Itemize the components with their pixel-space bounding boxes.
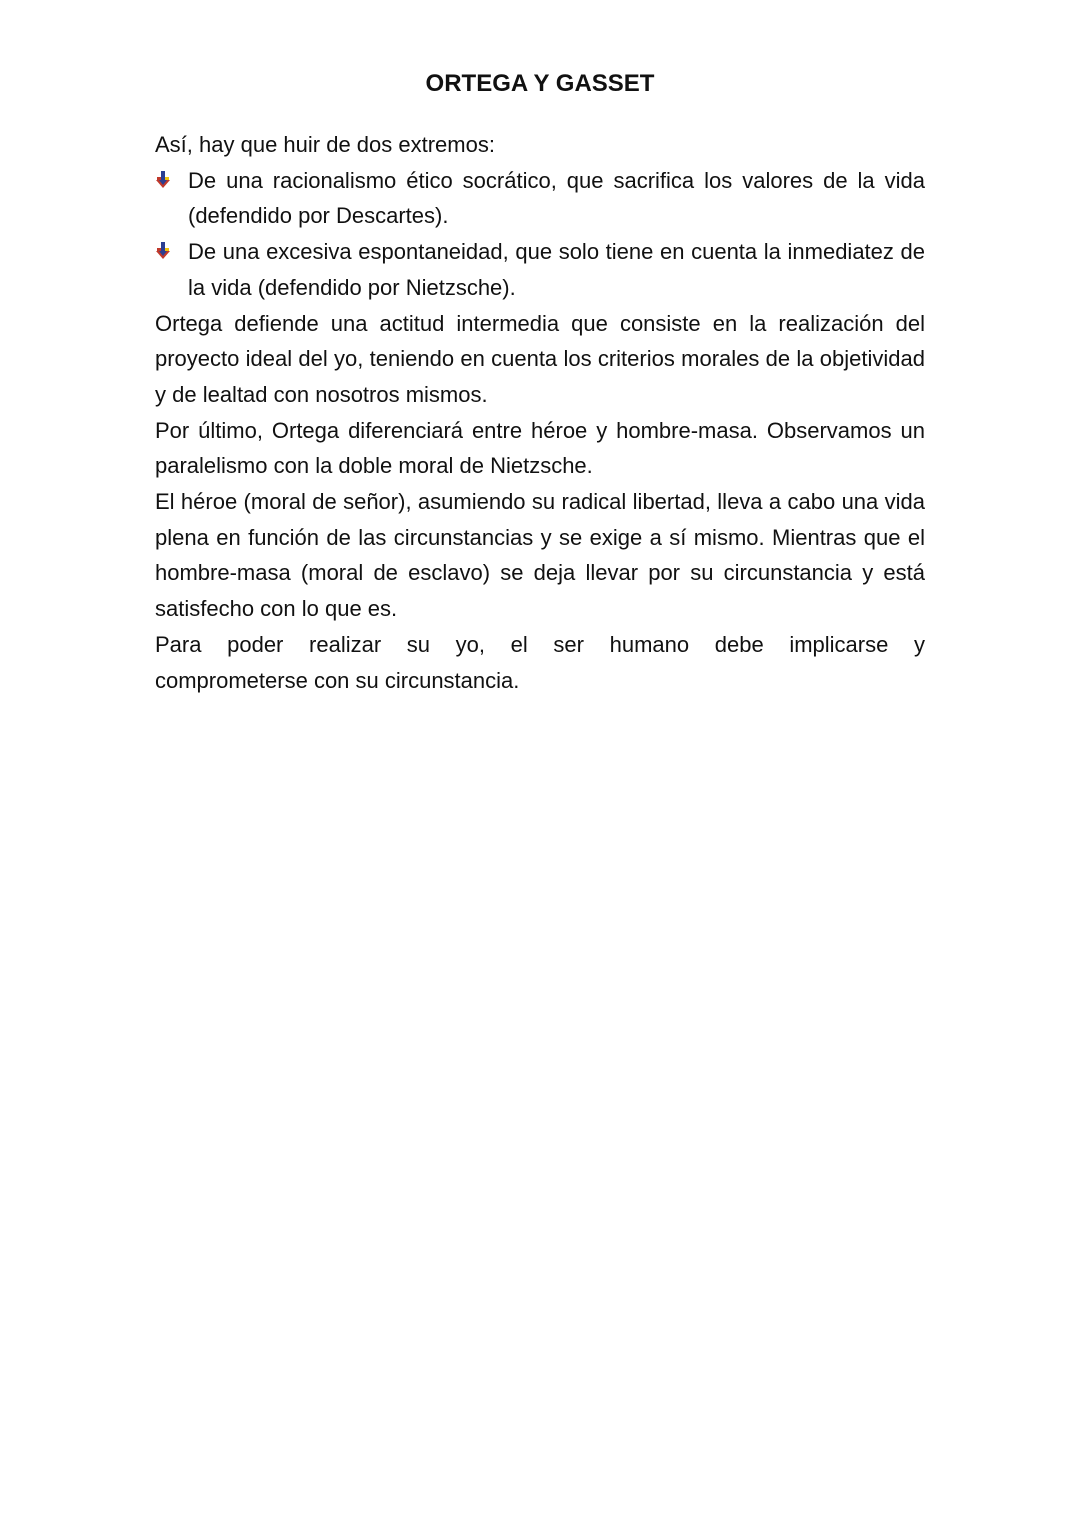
list-item	[155, 234, 925, 305]
intro-line: Así, hay que huir de dos extremos:	[155, 132, 495, 157]
bullet-text: De una excesiva espontaneidad, que solo tiene en cuenta la inmediatez de la vida (defendido por Nietzsche).	[188, 239, 925, 300]
extremes-list	[155, 163, 925, 306]
document-body	[155, 127, 925, 698]
arrow-down-bullet-icon	[155, 171, 171, 189]
paragraph-heroe-hombre-masa: Por último, Ortega diferenciará entre héroe y hombre-masa. Observamos un paralelismo con la doble moral de Nietzsche.	[155, 417, 925, 479]
list-item	[155, 163, 925, 234]
document-title: ORTEGA Y GASSET	[425, 70, 655, 97]
paragraph-actitud-intermedia: Ortega defiende una actitud intermedia que consiste en la realización del proyecto ideal del yo, teniendo en cuenta los criterios morales de la objetividad y de lealtad con nosotros mismos.	[155, 310, 925, 407]
document-page	[155, 0, 925, 1528]
arrow-down-bullet-icon	[155, 242, 171, 260]
paragraph-moral-senor-esclavo: El héroe (moral de señor), asumiendo su radical libertad, lleva a cabo una vida plena en función de las circunstancias y se exige a sí mismo. Mientras que el hombre-masa (moral de esclavo) se deja llevar por su circunstancia y está satisfecho con lo que es.	[155, 489, 925, 622]
closing-line-1: Para poder realizar su yo, el ser humano debe implicarse y	[155, 631, 925, 657]
bullet-text: De una racionalismo ético socrático, que sacrifica los valores de la vida (defendido por Descartes).	[188, 167, 925, 229]
closing-line-2: comprometerse con su circunstancia.	[155, 667, 520, 693]
